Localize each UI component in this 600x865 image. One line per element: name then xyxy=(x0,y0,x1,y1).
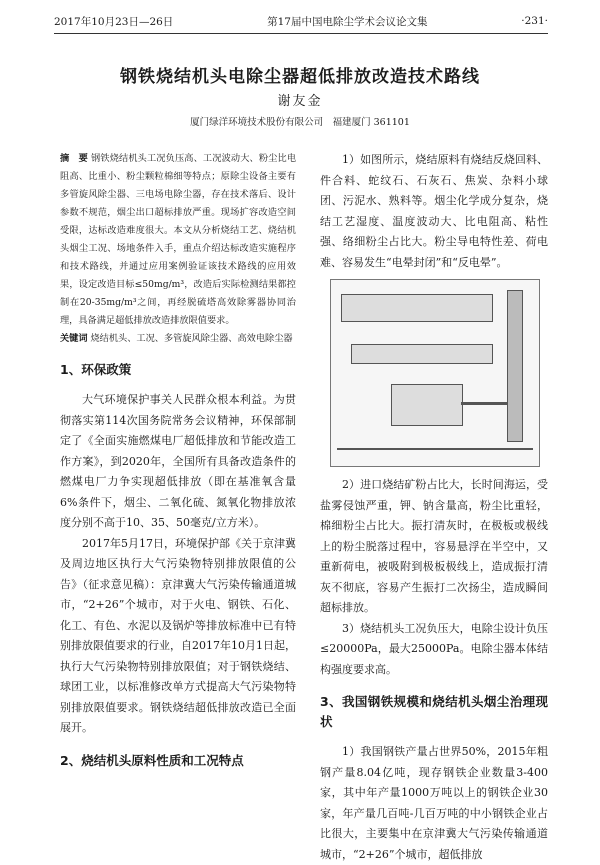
figure-ground-line xyxy=(337,448,533,450)
paper-author: 谢友金 xyxy=(277,94,323,109)
section-heading-3: 3、我国钢铁规模和烧结机头烟尘治理现状 xyxy=(320,694,548,729)
paper-title: 钢铁烧结机头电除尘器超低排放改造技术路线 xyxy=(120,67,480,87)
left-column xyxy=(60,150,296,781)
header-page-number: ·231· xyxy=(521,15,548,27)
right-paragraph-3: 3）烧结机头工况负压大，电除尘设计负压≤20000Pa，最大25000Pa。电除尘器本体结构强度要求高。 xyxy=(320,621,548,676)
figure-precipitator xyxy=(391,384,463,426)
keywords-label: 关键词 xyxy=(60,333,88,344)
right-paragraph-2: 2）进口烧结矿粉占比大，长时间海运，受盐雾侵蚀严重，钾、钠含量高，粉尘比重轻，棉细粉尘占比大。振打清灰时，在极板或极线上的粉尘脱落过程中，容易悬浮在半空中，又重新荷电，被吸附到极板极线上，造成振打清灰不彻底，容易产生振打二次扬尘，造成瞬间超标排放。 xyxy=(320,478,548,614)
right-column xyxy=(320,150,548,865)
abstract-text: 钢铁烧结机头工况负压高、工况波动大、粉尘比电阻高、比重小、粉尘颗粒棉细等特点；原除尘设备主要有多管旋风除尘器、三电场电除尘器，存在技术落后、设计参数不规范，烟尘出口超标排放严重。现场扩容改造空间受限，达标改造难度很大。本文从分析烧结工艺、烧结机头烟尘工况、场地条件入手，重点介绍达标改造实施程序和技术路线，并通过应用案例验证该技术路线的应用效果，设定改造目标≤50mg/m³，改造后实际检测结果都控制在20-35mg/m³之间，再经脱硫塔高效除雾器协同治理，具备满足超低排放改造排放限值要求。 xyxy=(60,153,297,326)
keywords xyxy=(60,330,296,348)
keywords-text: 烧结机头、工况、多管旋风除尘器、高效电除尘器 xyxy=(90,333,293,344)
figure-flue-duct xyxy=(461,402,507,405)
abstract-label: 摘 要 xyxy=(60,153,88,164)
paper-affiliation: 厦门绿洋环境技术股份有限公司 福建厦门 361101 xyxy=(190,117,410,128)
figure-sinter-machine xyxy=(351,344,493,364)
section-1-paragraph-1: 大气环境保护事关人民群众根本利益。为贯彻落实第114次国务院常务会议精神，环保部制定了《全面实施燃煤电厂超低排放和节能改造工作方案》，到2020年，全国所有具备改造条件的燃煤电厂力争实现超低排放（即在基准氧含量6%条件下，烟尘、二氧化硫、氮氧化物排放浓度分别不高于10、35、50毫克/立方米）。 xyxy=(60,393,296,529)
sintering-process-figure xyxy=(330,279,540,467)
section-heading-1: 1、环保政策 xyxy=(60,362,132,377)
right-paragraph-1: 1）如图所示，烧结原料有烧结反烧回料、件合料、蛇纹石、石灰石、焦炭、杂料小球团、污泥水、熟料等。烟尘化学成分复杂，烧结工艺湿度、温度波动大、比电阻高、粘性强、络细粉尘占比大。粉尘导电特性差、荷电难、容易发生“电晕封闭”和“反电晕”。 xyxy=(320,153,548,269)
header-conference: 第17届中国电除尘学术会议论文集 xyxy=(267,15,428,28)
figure-chimney xyxy=(507,290,523,442)
section-1-paragraph-2: 2017年5月17日，环境保护部《关于京津冀及周边地区执行大气污染物特别排放限值的公告》（征求意见稿）：京津冀大气污染传输通道城市，“2+26”个城市，对于火电、钢铁、石化、化工、有色、水泥以及锅炉等排放标准中已有特别排放限值要求的行业，自2017年10月1日起，执行大气污染物特别排放限值；对于钢铁烧结、球团工业，以标准修改单方式提高大气污染物特别排放限值要求。钢铁烧结超低排放改造已全面展开。 xyxy=(60,536,296,734)
right-paragraph-4: 1）我国钢铁产量占世界50%，2015年粗钢产量8.04亿吨，现存钢铁企业数量3-400家，其中年产量1000万吨以上的钢铁企业30家，年产量几百吨-几百万吨的中小钢铁企业占比很大，主要集中在京津冀大气污染传输通道城市，“2+26”个城市，超低排放 xyxy=(320,745,548,861)
figure-bins xyxy=(341,294,493,322)
header-date-range: 2017年10月23日—26日 xyxy=(54,15,174,28)
abstract xyxy=(60,150,296,330)
running-header xyxy=(54,12,548,34)
section-heading-2: 2、烧结机头原料性质和工况特点 xyxy=(60,752,244,768)
